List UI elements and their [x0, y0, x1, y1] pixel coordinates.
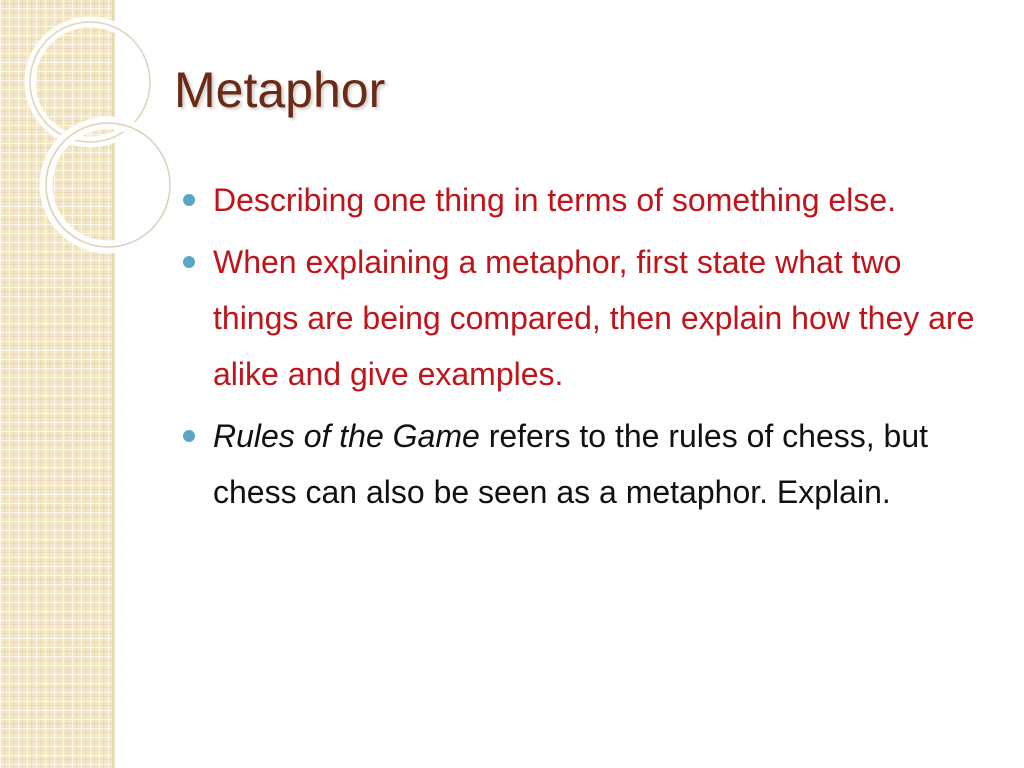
decorative-rings: [0, 0, 200, 260]
book-title: Rules of the Game: [213, 418, 480, 454]
bullet-marker-icon: [183, 194, 195, 206]
bullet-item: [180, 172, 990, 228]
bullet-marker-icon: [183, 256, 195, 268]
bullet-text: When explaining a metaphor, first state what two things are being compared, then explain how they are alike and give examples.: [213, 244, 975, 392]
bullet-marker-icon: [183, 430, 195, 442]
slide-title: Metaphor: [174, 62, 386, 118]
bullet-text: Describing one thing in terms of something else.: [213, 182, 897, 218]
bullet-item: [180, 234, 990, 402]
bullet-list: [180, 172, 990, 526]
bullet-item: [180, 408, 990, 520]
bullet-text: refers to the rules of chess, but chess can also be seen as a metaphor. Explain.: [213, 418, 929, 510]
